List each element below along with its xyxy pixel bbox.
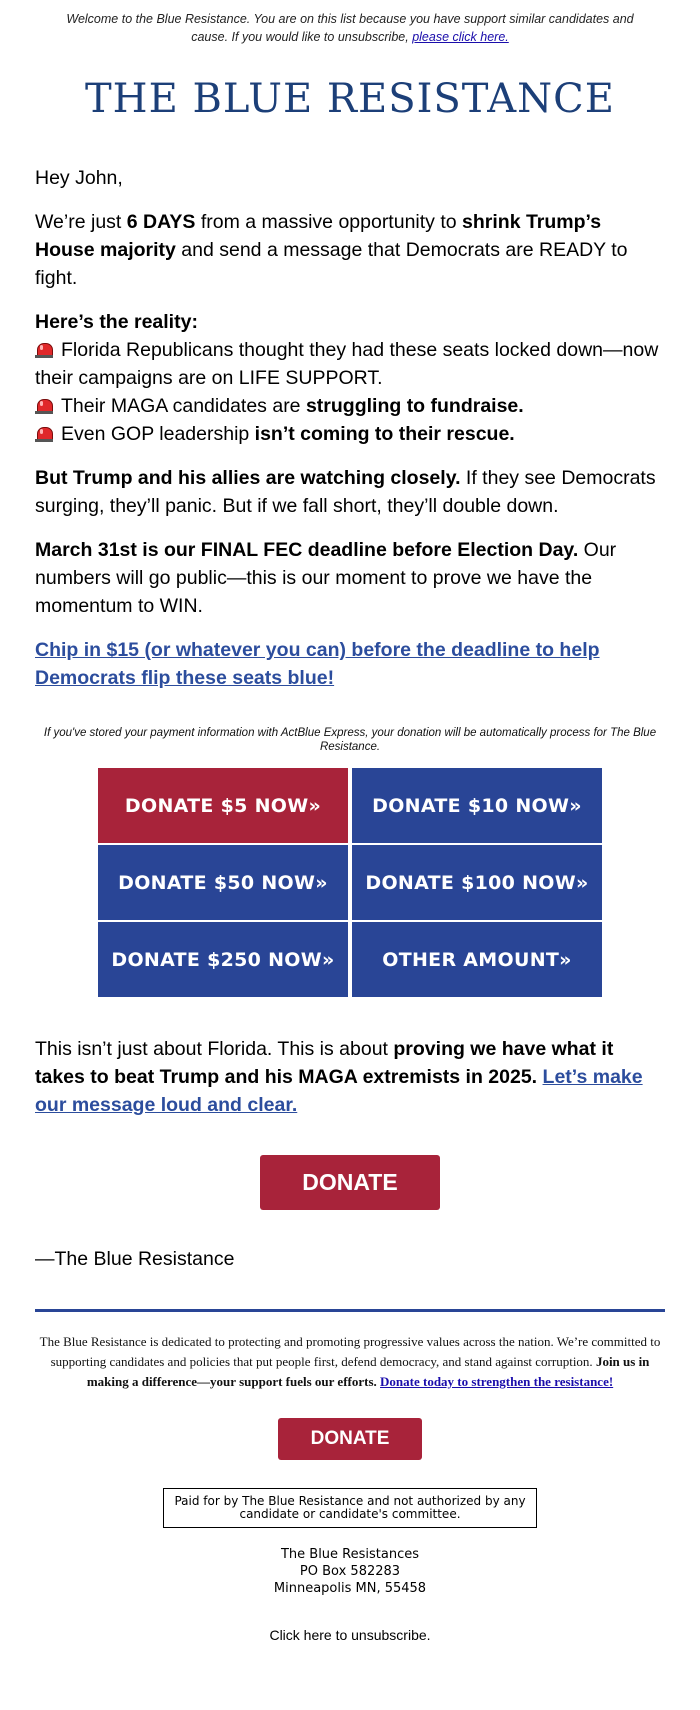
divider [35,1309,665,1312]
siren-icon [35,426,53,442]
address-line-2: PO Box 582283 [299,1564,401,1579]
footer-donate-button[interactable]: DONATE [278,1418,422,1460]
address-line-1: The Blue Resistances [280,1547,420,1562]
donate-button[interactable]: DONATE [260,1155,440,1210]
actblue-express-note: If you've stored your payment information with ActBlue Express, your donation will be automatically process for The Blue Resistance. [43,727,657,753]
footer-mission: The Blue Resistance is dedicated to protecting and promoting progressive values across the nation. We’re committed to supporting candidates and policies that put people first, defend democracy, and stand against corruption. Join us in making a difference—your support fuels our efforts. Donate today to strengthen the resistance! [39,1334,661,1389]
siren-icon [35,342,53,358]
message-link[interactable]: Let’s make our message loud and clear. [35,1066,643,1116]
paid-for-disclaimer: Paid for by The Blue Resistance and not authorized by any candidate or candidate's committee. [163,1488,537,1528]
bullet-3: Even GOP leadership [61,423,255,445]
other-amount-button[interactable]: OTHER AMOUNT» [352,922,602,997]
donate-10-button[interactable]: DONATE $10 NOW» [352,768,602,843]
donate-100-button[interactable]: DONATE $100 NOW» [352,845,602,920]
footer-donate-link[interactable]: Donate today to strengthen the resistance! [380,1374,614,1389]
bullet-1: Florida Republicans thought they had these seats locked down—now their campaigns are on LIFE SUPPORT. [35,339,659,389]
signoff: —The Blue Resistance [35,1248,235,1270]
siren-icon [35,398,53,414]
chip-in-link[interactable]: Chip in $15 (or whatever you can) before the deadline to help Democrats flip these seats blue! [35,639,600,689]
paragraph-deadline: March 31st is our FINAL FEC deadline before Election Day. Our numbers will go public—this is our moment to prove we have the momentum to WIN. [35,539,617,617]
email-body [0,164,700,692]
unsubscribe-link[interactable]: Click here to unsubscribe. [269,1627,431,1643]
preheader-text: Welcome to the Blue Resistance. You are on this list because you have support similar candidates and cause. If you would like to unsubscribe, [66,12,634,44]
logo [0,76,700,124]
paragraph-intro: We’re just 6 DAYS from a massive opportunity to shrink Trump’s House majority and send a message that Democrats are READY to fight. [35,211,628,289]
donate-grid [98,768,602,997]
paragraph-florida: This isn’t just about Florida. This is about proving we have what it takes to beat Trump and his MAGA extremists in 2025. Let’s make our message loud and clear. [35,1038,643,1116]
donate-50-button[interactable]: DONATE $50 NOW» [98,845,348,920]
mailing-address [0,1546,700,1597]
preheader [50,0,650,46]
reality-heading: Here’s the reality: [35,311,198,333]
greeting: Hey John, [35,167,123,189]
donate-250-button[interactable]: DONATE $250 NOW» [98,922,348,997]
logo-text: THE BLUE RESISTANCE [85,76,615,122]
bullet-2: Their MAGA candidates are [61,395,306,417]
paragraph-chip-in [35,636,665,692]
paragraph-watching: But Trump and his allies are watching closely. If they see Democrats surging, they’ll panic. But if we fall short, they’ll double down. [35,467,656,517]
address-line-3: Minneapolis MN, 55458 [273,1581,427,1596]
preheader-unsubscribe-link[interactable]: please click here. [412,30,509,44]
paragraph-reality: Here’s the reality: Florida Republicans thought they had these seats locked down—now their campaigns are on LIFE SUPPORT. Their MAGA candidates are struggling to fundraise. Even GOP leadership isn’t coming to their rescue. [35,311,659,445]
donate-5-button[interactable]: DONATE $5 NOW» [98,768,348,843]
